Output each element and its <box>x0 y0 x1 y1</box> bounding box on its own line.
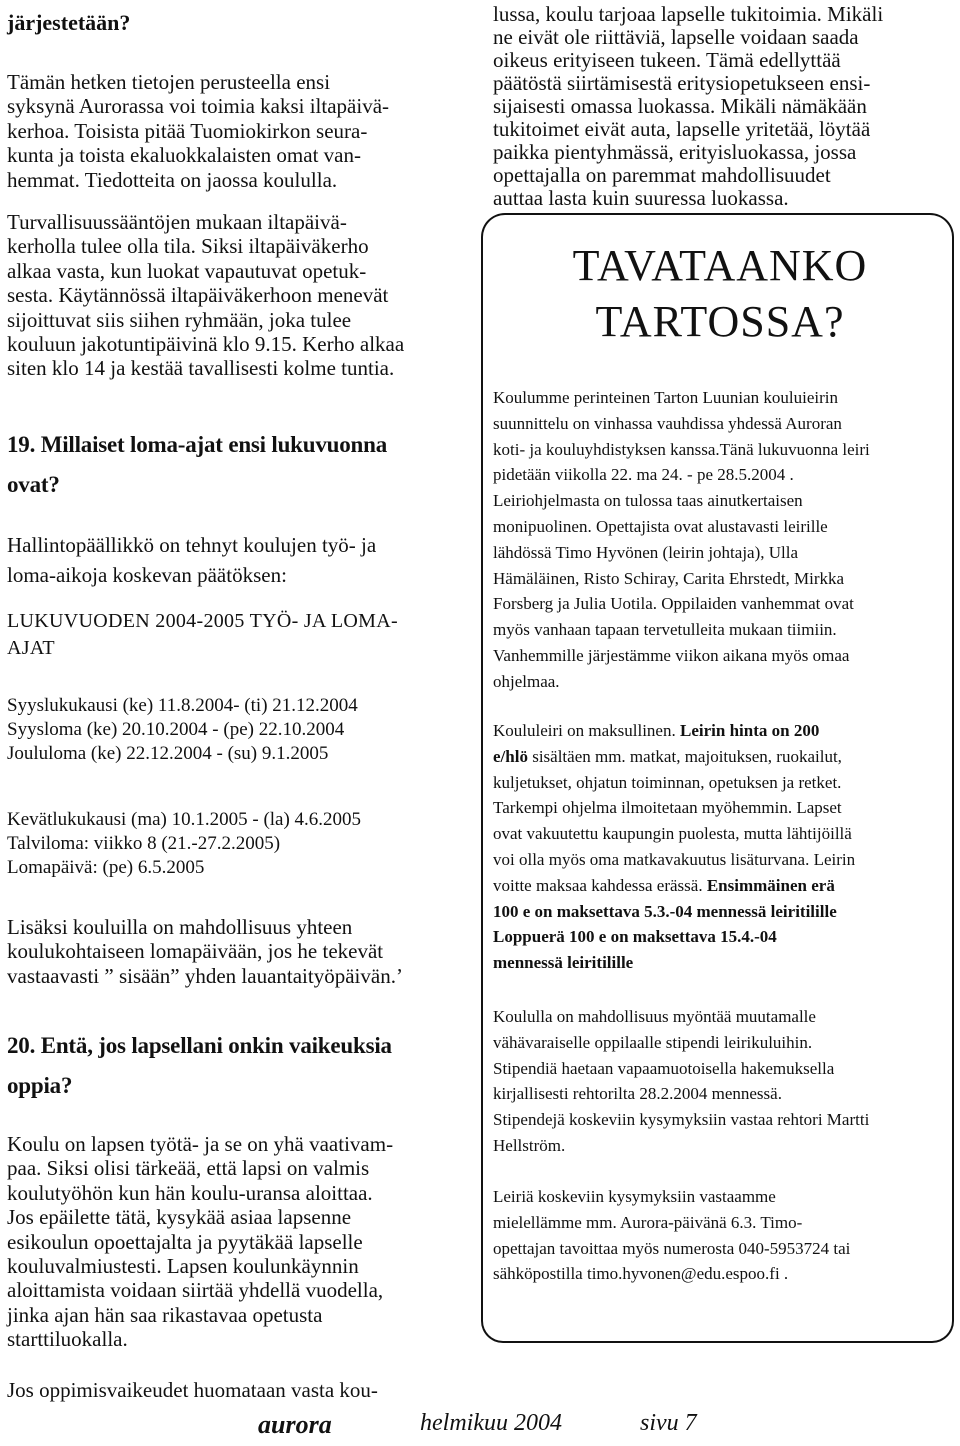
text-line: kouluvalmiustesti. Lapsen koulunkäynnin <box>7 1254 359 1279</box>
text-line: kuljetukset, ohjatun toiminnan, opetuksen ja retket. <box>493 772 842 792</box>
text-line: Turvallisuussääntöjen mukaan iltapäivä- <box>7 210 347 234</box>
text-line: Forsberg ja Julia Uotila. Oppilaiden vanhemmat ovat <box>493 594 854 614</box>
text-line: lussa, koulu tarjoaa lapselle tukitoimia. Mikäli <box>493 2 884 26</box>
text-line: kunta ja toista ekaluokkalaisten omat van- <box>7 143 361 168</box>
text-line: paa. Siksi olisi tärkeää, että lapsi on valmis <box>7 1156 370 1181</box>
text-line: Talviloma: viikko 8 (21.-27.2.2005) <box>7 833 281 854</box>
camp-price-paragraph <box>493 718 855 976</box>
text-line: pidetään viikolla 22. ma 24. - pe 28.5.2004 . <box>493 465 794 485</box>
text-line: oppia? <box>7 1073 73 1098</box>
camp-price-includes: sisältäen mm. matkat, majoituksen, ruokailut, <box>527 746 842 766</box>
text-line: sesta. Käytännössä iltapäiväkerhoon menevät <box>7 283 389 308</box>
camp-price-unit: e/hlö <box>493 746 528 766</box>
text-line: starttiluokalla. <box>7 1327 128 1352</box>
text-line: 100 e on maksettava 5.3.-04 mennessä leiritilille <box>493 901 837 921</box>
text-line: lähdössä Timo Hyvönen (leirin johtaja), Ulla <box>493 542 799 562</box>
text-line: aloittamista voidaan siirtää yhdellä vuodella, <box>7 1278 384 1303</box>
text-line: Hellström. <box>493 1135 566 1155</box>
text-line: Syyslukukausi (ke) 11.8.2004- (ti) 21.12.2004 <box>7 695 358 716</box>
camp-payment-intro: voitte maksaa kahdessa erässä. <box>493 875 707 895</box>
learning-difficulties-paragraph <box>7 1132 393 1352</box>
camp-contact-paragraph <box>493 1184 850 1287</box>
text-line: Loppuerä 100 e on maksettava 15.4.-04 <box>493 927 777 947</box>
text-line: myös vanhaan tapaan tervetulleita mukaan tiimiin. <box>493 620 837 640</box>
text-line: TAVATAANKO <box>572 241 868 290</box>
text-line: ohjelmaa. <box>493 671 560 691</box>
text-line: vähävaraiselle oppilaalle stipendi leirikuluihin. <box>493 1032 813 1052</box>
learning-difficulties-continued: Jos oppimisvaikeudet huomataan vasta kou- <box>7 1378 378 1402</box>
text-line: loma-aikoja koskevan päätöksen: <box>7 563 287 587</box>
text-line: Koulu on lapsen työtä- ja se on yhä vaativam- <box>7 1132 394 1156</box>
text-line: koulukohtaiseen lomapäivään, jos he tekevät <box>7 939 384 964</box>
camp-payment-first: Ensimmäinen erä <box>706 875 835 895</box>
scholarship-paragraph <box>493 1004 869 1159</box>
text-line: opettajan tavoittaa myös numerosta 040-5953724 tai <box>493 1238 851 1258</box>
text-line: päätöstä siirtämisestä eritysiopetukseen ensi- <box>493 71 871 95</box>
text-line: Lisäksi kouluilla on mahdollisuus yhteen <box>7 915 353 939</box>
text-line: alkaa vasta, kun luokat vapautuvat opetuk- <box>7 258 367 283</box>
footer-brand: aurora <box>258 1410 332 1439</box>
text-line: LUKUVUODEN 2004-2005 TYÖ- JA LOMA- <box>7 610 398 632</box>
text-line: 20. Entä, jos lapsellani onkin vaikeuksia <box>7 1033 392 1058</box>
camp-price-details <box>493 770 855 873</box>
safety-rules-paragraph <box>7 210 404 381</box>
camp-price-bold: Leirin hinta on 200 <box>679 721 820 740</box>
text-line: oikeus erityiseen tukeen. Tämä edellyttää <box>493 48 841 72</box>
text-line: auttaa lasta kuin suuressa luokassa. <box>493 186 789 210</box>
camp-payment-schedule <box>493 899 855 976</box>
text-line: siten klo 14 ja kestää tavallisesti kolme tuntia. <box>7 356 395 381</box>
text-line: 19. Millaiset loma-ajat ensi lukuvuonna <box>7 432 388 457</box>
camp-box-title <box>520 238 920 350</box>
text-line: Stipendejä koskeviin kysymyksiin vastaa rehtori Martti <box>493 1110 870 1130</box>
text-line: Leiriohjelmasta on tulossa taas ainutkertaisen <box>493 491 803 511</box>
extra-holiday-paragraph <box>7 915 403 988</box>
text-line: Jos epäilette tätä, kysykää asiaa lapsenne <box>7 1205 352 1230</box>
text-line: koulutyöhön kun hän koulu-uransa aloittaa. <box>7 1180 373 1205</box>
question-20-heading <box>7 1026 392 1106</box>
spring-term-dates <box>7 808 361 880</box>
camp-intro-paragraph <box>493 385 870 695</box>
continued-heading-fragment: järjestetään? <box>7 10 131 35</box>
text-line: Syysloma (ke) 20.10.2004 - (pe) 22.10.2004 <box>7 719 345 740</box>
text-line: sijoittuvat siis siihen ryhmään, joka tulee <box>7 307 352 332</box>
text-line: Tämän hetken tietojen perusteella ensi <box>7 70 331 94</box>
text-line: Kevätlukukausi (ma) 10.1.2005 - (la) 4.6.2005 <box>7 809 362 830</box>
text-line: suunnittelu on vinhassa vauhdissa yhdessä Auroran <box>493 413 842 433</box>
text-line: Tarkempi ohjelma ilmoitetaan myöhemmin. Lapset <box>493 798 842 818</box>
text-line: ovat vakuutettu kaupungin puolesta, mutta lähtijöillä <box>493 824 852 844</box>
afternoon-club-paragraph <box>7 70 389 192</box>
text-line: Koululla on mahdollisuus myöntää muutamalle <box>493 1007 816 1026</box>
text-line: Hallintopäällikkö on tehnyt koulujen työ- ja <box>7 533 377 557</box>
text-line: AJAT <box>7 637 55 659</box>
text-line: vastaavasti ” sisään” yhden lauantaityöpäivän.’ <box>7 963 403 988</box>
text-line: syksynä Aurorassa voi toimia kaksi iltapäivä- <box>7 94 390 119</box>
holiday-decision-paragraph <box>7 530 376 590</box>
support-measures-paragraph <box>493 3 883 210</box>
text-line: jinka ajan hän saa rikastavaa opetusta <box>7 1302 323 1327</box>
question-19-heading <box>7 425 387 505</box>
text-line: hemmat. Tiedotteita on jaossa koululla. <box>7 167 338 192</box>
text-line: kerholla tulee olla tila. Siksi iltapäiväkerho <box>7 234 369 259</box>
text-line: Vanhemmille järjestämme viikon aikana myös omaa <box>493 645 850 665</box>
text-line: sähköpostilla timo.hyvonen@edu.espoo.fi . <box>493 1264 789 1284</box>
text-line: opettajalla on paremmat mahdollisuudet <box>493 163 831 187</box>
footer-page-number: sivu 7 <box>640 1410 697 1436</box>
text-line: voi olla myös oma matkavakuutus lisäturvana. Leirin <box>493 849 856 869</box>
text-line: ne eivät ole riittäviä, lapselle voidaan saada <box>493 25 859 49</box>
text-line: koti- ja kouluyhdistyksen kanssa.Tänä lukuvuonna leiri <box>493 439 870 459</box>
camp-price-intro: Koululeiri on maksullinen. <box>493 721 680 740</box>
autumn-term-dates <box>7 694 358 766</box>
text-line: Hämäläinen, Risto Schiray, Carita Ehrstedt, Mirkka <box>493 568 845 588</box>
text-line: Joululoma (ke) 22.12.2004 - (su) 9.1.2005 <box>7 743 329 764</box>
text-line: kouluun jakotuntipäivinä klo 9.15. Kerho alkaa <box>7 332 405 357</box>
text-line: TARTOSSA? <box>595 297 845 346</box>
footer-issue: helmikuu 2004 <box>420 1410 562 1436</box>
text-line: Koulumme perinteinen Tarton Luunian kouluieirin <box>493 388 839 407</box>
text-line: monipuolinen. Opettajista ovat alustavasti leirille <box>493 516 828 536</box>
text-line: mennessä leiritilille <box>493 953 634 973</box>
text-line: kerhoa. Toisista pitää Tuomiokirkon seura- <box>7 118 368 143</box>
text-line: ovat? <box>7 472 60 497</box>
text-line: paikka pientyhmässä, erityisluokassa, jossa <box>493 140 857 164</box>
text-line: sijaisesti omassa luokassa. Mikäli nämäkään <box>493 94 867 118</box>
school-year-dates-heading <box>7 608 398 662</box>
text-line: Lomapäivä: (pe) 6.5.2005 <box>7 857 205 878</box>
text-line: Stipendiä haetaan vapaamuotoisella hakemuksella <box>493 1058 835 1078</box>
text-line: kirjallisesti rehtorilta 28.2.2004 mennessä. <box>493 1084 782 1104</box>
text-line: esikoulun opoettajalta ja pyytäkää lapselle <box>7 1229 363 1254</box>
text-line: Leiriä koskeviin kysymyksiin vastaamme <box>493 1187 776 1206</box>
text-line: tukitoimet eivät auta, lapselle yritetää, löytää <box>493 117 871 141</box>
text-line: mielellämme mm. Aurora-päivänä 6.3. Timo- <box>493 1212 803 1232</box>
